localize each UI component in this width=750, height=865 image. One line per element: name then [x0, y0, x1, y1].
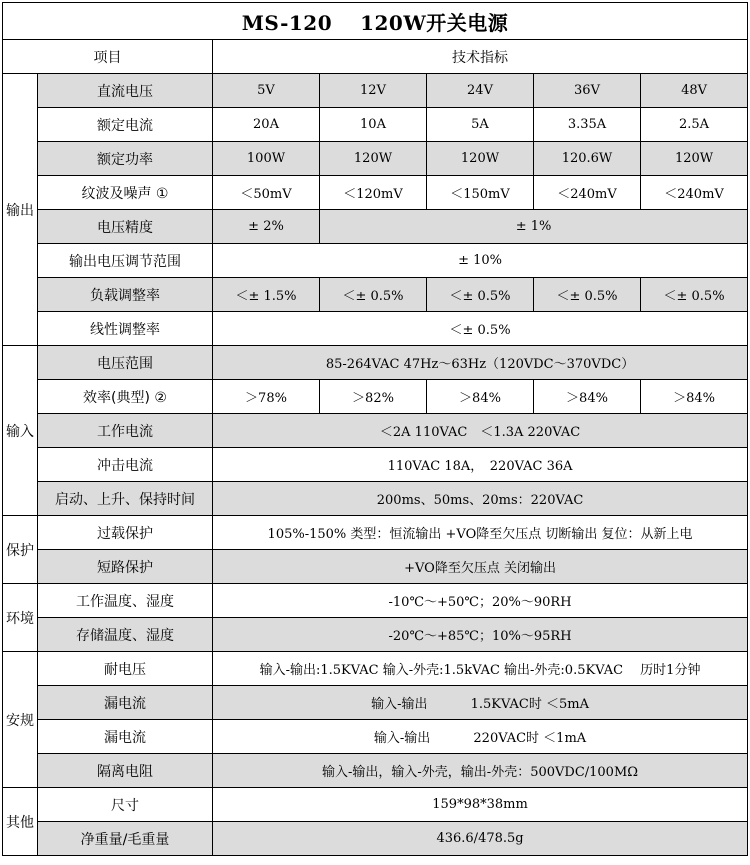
table-row: [3, 448, 748, 482]
cell-dc-voltage-12v: 12V: [320, 74, 427, 108]
table-row: [3, 788, 748, 822]
row-label-weight: 净重量/毛重量: [38, 822, 213, 856]
cell-rated-current-36v: 3.35A: [534, 108, 641, 142]
group-input: 输入: [3, 346, 38, 516]
row-label-working-current: 工作电流: [38, 414, 213, 448]
cell-overload: 105%-150% 类型：恒流输出 +VO降至欠压点 切断输出 复位：从新上电: [213, 516, 748, 550]
cell-adj-range: ± 10%: [213, 244, 748, 278]
cell-rated-power-5v: 100W: [213, 142, 320, 176]
table-row: [3, 312, 748, 346]
cell-rated-current-12v: 10A: [320, 108, 427, 142]
row-label-leakage-2: 漏电流: [38, 720, 213, 754]
header-item: 项目: [3, 40, 213, 74]
cell-short-circuit: +VO降至欠压点 关闭输出: [213, 550, 748, 584]
table-row: [3, 74, 748, 108]
cell-rated-power-48v: 120W: [641, 142, 748, 176]
group-protection: 保护: [3, 516, 38, 584]
cell-storage-temp: -20℃～+85℃；10%～95RH: [213, 618, 748, 652]
table-row: [3, 346, 748, 380]
cell-ripple-36v: ＜240mV: [534, 176, 641, 210]
row-label-ripple-noise: 纹波及噪声 ①: [38, 176, 213, 210]
table-row: [3, 176, 748, 210]
row-label-rated-power: 额定功率: [38, 142, 213, 176]
cell-accuracy-rest: ± 1%: [320, 210, 748, 244]
cell-withstand-voltage: 输入-输出:1.5KVAC 输入-外壳:1.5kVAC 输出-外壳:0.5KVAC 历时1分钟: [213, 652, 748, 686]
row-label-startup-time: 启动、上升、保持时间: [38, 482, 213, 516]
cell-leakage-1: 输入-输出 1.5KVAC时 ＜5mA: [213, 686, 748, 720]
table-row: [3, 686, 748, 720]
cell-rated-power-24v: 120W: [427, 142, 534, 176]
cell-inrush-current: 110VAC 18A， 220VAC 36A: [213, 448, 748, 482]
row-label-dc-voltage: 直流电压: [38, 74, 213, 108]
cell-startup-time: 200ms、50ms、20ms：220VAC: [213, 482, 748, 516]
group-output: 输出: [3, 74, 38, 346]
spec-table: [2, 2, 748, 856]
cell-rated-power-12v: 120W: [320, 142, 427, 176]
cell-load-reg-36v: ＜± 0.5%: [534, 278, 641, 312]
cell-load-reg-48v: ＜± 0.5%: [641, 278, 748, 312]
header-spec: 技术指标: [213, 40, 748, 74]
cell-isolation: 输入-输出，输入-外壳，输出-外壳：500VDC/100MΩ: [213, 754, 748, 788]
cell-leakage-2: 输入-输出 220VAC时 ＜1mA: [213, 720, 748, 754]
row-label-isolation: 隔离电阻: [38, 754, 213, 788]
row-label-voltage-range: 电压范围: [38, 346, 213, 380]
row-label-adj-range: 输出电压调节范围: [38, 244, 213, 278]
cell-load-reg-12v: ＜± 0.5%: [320, 278, 427, 312]
table-row: [3, 550, 748, 584]
cell-ripple-48v: ＜240mV: [641, 176, 748, 210]
row-label-overload: 过载保护: [38, 516, 213, 550]
table-row: [3, 584, 748, 618]
group-other: 其他: [3, 788, 38, 856]
table-row: [3, 720, 748, 754]
cell-eff-12v: ＞82%: [320, 380, 427, 414]
cell-ripple-12v: ＜120mV: [320, 176, 427, 210]
table-row: [3, 618, 748, 652]
cell-weight: 436.6/478.5g: [213, 822, 748, 856]
cell-eff-36v: ＞84%: [534, 380, 641, 414]
row-label-load-regulation: 负载调整率: [38, 278, 213, 312]
row-label-size: 尺寸: [38, 788, 213, 822]
cell-load-reg-5v: ＜± 1.5%: [213, 278, 320, 312]
cell-dc-voltage-48v: 48V: [641, 74, 748, 108]
table-row: [3, 414, 748, 448]
table-row: [3, 244, 748, 278]
cell-dc-voltage-24v: 24V: [427, 74, 534, 108]
cell-line-reg: ＜± 0.5%: [213, 312, 748, 346]
cell-working-temp: -10℃～+50℃；20%～90RH: [213, 584, 748, 618]
row-label-working-temp: 工作温度、湿度: [38, 584, 213, 618]
table-row: [3, 210, 748, 244]
cell-rated-current-24v: 5A: [427, 108, 534, 142]
table-row: [3, 516, 748, 550]
group-environment: 环境: [3, 584, 38, 652]
cell-eff-5v: ＞78%: [213, 380, 320, 414]
row-label-rated-current: 额定电流: [38, 108, 213, 142]
table-row: [3, 380, 748, 414]
cell-eff-24v: ＞84%: [427, 380, 534, 414]
table-row: [3, 278, 748, 312]
table-row: [3, 652, 748, 686]
table-row: [3, 822, 748, 856]
cell-eff-48v: ＞84%: [641, 380, 748, 414]
cell-dc-voltage-36v: 36V: [534, 74, 641, 108]
table-title: MS-120 120W开关电源: [3, 3, 748, 40]
cell-rated-current-48v: 2.5A: [641, 108, 748, 142]
table-row: [3, 754, 748, 788]
row-label-withstand-voltage: 耐电压: [38, 652, 213, 686]
cell-rated-current-5v: 20A: [213, 108, 320, 142]
cell-ripple-5v: ＜50mV: [213, 176, 320, 210]
cell-rated-power-36v: 120.6W: [534, 142, 641, 176]
cell-size: 159*98*38mm: [213, 788, 748, 822]
header-row: [3, 40, 748, 74]
cell-ripple-24v: ＜150mV: [427, 176, 534, 210]
cell-load-reg-24v: ＜± 0.5%: [427, 278, 534, 312]
cell-working-current: ＜2A 110VAC ＜1.3A 220VAC: [213, 414, 748, 448]
table-row: [3, 108, 748, 142]
row-label-inrush-current: 冲击电流: [38, 448, 213, 482]
row-label-line-regulation: 线性调整率: [38, 312, 213, 346]
row-label-efficiency: 效率(典型) ②: [38, 380, 213, 414]
table-row: [3, 142, 748, 176]
title-row: [3, 3, 748, 40]
row-label-short-circuit: 短路保护: [38, 550, 213, 584]
cell-voltage-range: 85-264VAC 47Hz～63Hz（120VDC～370VDC）: [213, 346, 748, 380]
row-label-storage-temp: 存储温度、湿度: [38, 618, 213, 652]
row-label-leakage-1: 漏电流: [38, 686, 213, 720]
row-label-voltage-accuracy: 电压精度: [38, 210, 213, 244]
cell-dc-voltage-5v: 5V: [213, 74, 320, 108]
cell-accuracy-5v: ± 2%: [213, 210, 320, 244]
group-safety: 安规: [3, 652, 38, 788]
table-row: [3, 482, 748, 516]
